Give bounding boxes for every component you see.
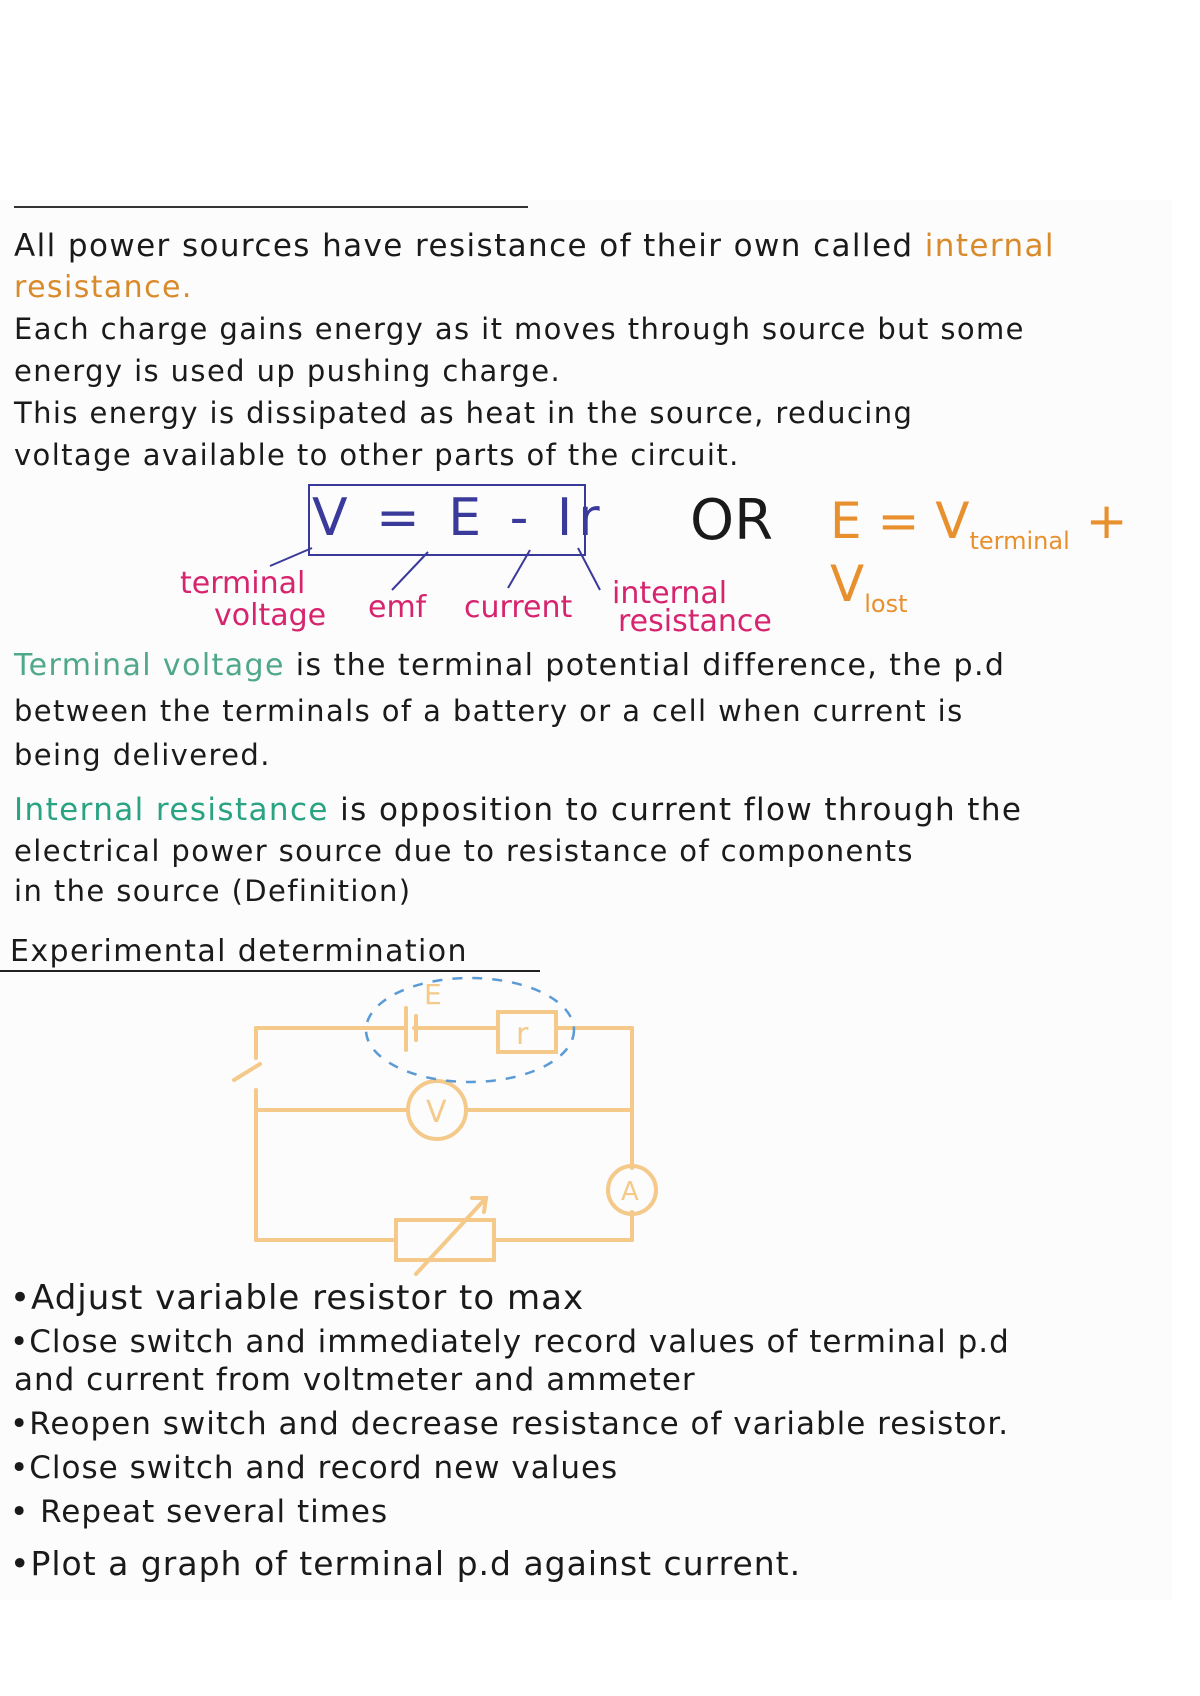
experimental-heading: Experimental determination: [10, 934, 468, 969]
formula-alt-e: E = V: [830, 492, 970, 550]
para4-line2: electrical power source due to resistance of components: [14, 834, 914, 868]
para2-line3: This energy is dissipated as heat in the source, reducing: [14, 396, 914, 430]
step-3: •Reopen switch and decrease resistance of variable resistor.: [10, 1406, 1010, 1442]
para3-line3: being delivered.: [14, 738, 271, 772]
para4-line1-rest: is opposition to current flow through the: [340, 792, 1023, 828]
label-internal-2: resistance: [618, 604, 772, 639]
circuit-label-r: r: [516, 1017, 529, 1052]
formula-alt-sub-lost: lost: [864, 590, 908, 618]
step-1: •Adjust variable resistor to max: [10, 1278, 585, 1318]
circuit-label-e: E: [424, 978, 442, 1011]
para3-line1-rest: is the terminal potential difference, the p.d: [295, 648, 1006, 683]
formula-or: OR: [690, 488, 773, 553]
step-4: •Close switch and record new values: [10, 1450, 619, 1486]
label-internal-1: internal: [612, 576, 728, 611]
para1-text: All power sources have resistance of their own called: [14, 228, 914, 264]
formula-alt-sub-terminal: terminal: [969, 527, 1070, 555]
para4-line3: in the source (Definition): [14, 874, 412, 908]
para3-highlight: Terminal voltage: [14, 648, 285, 683]
para2-line1: Each charge gains energy as it moves through source but some: [14, 312, 1025, 346]
label-emf: emf: [368, 590, 427, 625]
step-2b: and current from voltmeter and ammeter: [14, 1362, 696, 1398]
step-5: • Repeat several times: [10, 1494, 389, 1530]
formula-v-equals-e-minus-ir: V = E - Ir: [312, 488, 606, 548]
step-6: •Plot a graph of terminal p.d against current.: [10, 1544, 802, 1583]
para2-line2: energy is used up pushing charge.: [14, 354, 562, 388]
para1-highlight-internal: internal: [924, 228, 1055, 264]
label-terminal-2: voltage: [214, 598, 327, 633]
formula-alt-plus: + V: [830, 492, 1128, 613]
para1-line2: resistance.: [14, 270, 193, 305]
step-2: •Close switch and immediately record values of terminal p.d: [10, 1324, 1010, 1360]
circuit-label-a: A: [621, 1177, 639, 1207]
para3-line2: between the terminals of a battery or a cell when current is: [14, 694, 964, 728]
label-current: current: [464, 590, 573, 625]
para2-line4: voltage available to other parts of the circuit.: [14, 438, 740, 472]
label-terminal-1: terminal: [180, 566, 306, 601]
circuit-label-v: V: [426, 1095, 447, 1130]
para4-highlight: Internal resistance: [14, 792, 329, 828]
